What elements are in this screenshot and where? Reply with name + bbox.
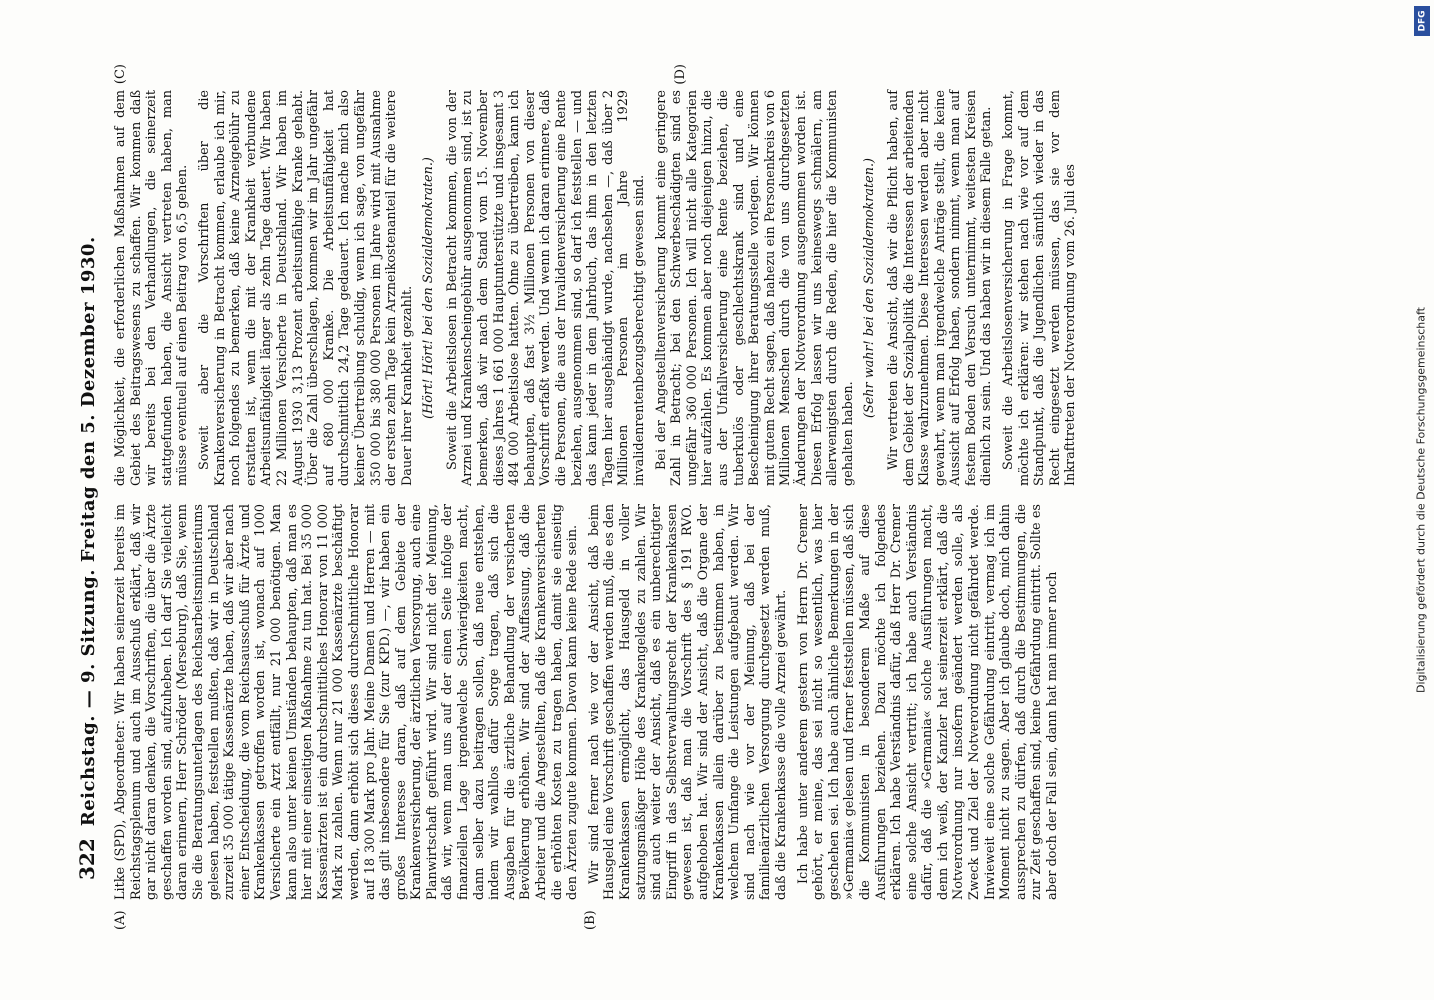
paragraph: Wir vertreten die Ansicht, daß wir die Pflicht haben, auf dem Gebiet der Sozialpolitik die Interessen der arbeitenden Klasse wahrzunehmen. Diese Interessen werden aber nicht gewahrt, wenn man irgendwelche Anträge stellt, die keine Aussicht auf Erfolg haben, sondern nimmt, wenn man auf festem Boden den Versuch unternimmt, weitesten Kreisen dienlich zu sein. Und das haben wir in diesem Falle getan. bbox=[885, 90, 995, 486]
paragraph: die Möglichkeit, die erforderlichen Maßnahmen auf dem Gebiet des Beitragswesens zu schaffen. Wir kommen daß wir bereits bei den Verhandlungen, die seinerzeit stattgefunden haben, die Ansicht vertreten haben, man müsse eventuell auf einen Beitrag von 6,5 gehen. bbox=[113, 90, 191, 486]
right-column bbox=[113, 64, 1367, 486]
text-columns bbox=[113, 64, 1367, 930]
left-column bbox=[113, 504, 1367, 930]
margin-marker-d: (D) bbox=[673, 64, 688, 85]
paragraph: Bei der Angestelltenversicherung kommt eine geringere Zahl in Betracht; bei den Schwerbeschädigten sind es ungefähr 360 000 Personen. Ich will nicht alle Kategorien hier aufzählen. Es kommen aber noch diejenigen hinzu, die aus der Unfallversicherung eine Rente beziehen, die tuberkulös oder geschlechtskrank sind und eine Bescheinigung ihrer Beratungsstelle vorlegen. Wir können mit gutem Recht sagen, daß nahezu ein Personenkreis von 6 Millionen Menschen durch die von uns durchgesetzten Änderungen der Notverordnung ausgenommen worden ist. Diesen Erfolg lassen wir uns keineswegs schmälern, am allerwenigsten durch die Reden, die hier die Kommunisten gehalten haben. bbox=[653, 90, 856, 486]
interjection: (Hört! Hört! bei den Sozialdemokraten.) bbox=[421, 157, 437, 419]
interjection: (Sehr wahr! bei den Sozialdemokraten.) bbox=[862, 157, 878, 419]
credit-text: Digitalisierung gefördert durch die Deutsche Forschungsgemeinschaft bbox=[1414, 307, 1428, 693]
margin-marker-b: (B) bbox=[583, 910, 598, 930]
page-content-inner bbox=[57, 60, 1377, 940]
digitization-credit bbox=[1412, 6, 1430, 994]
page-title: Reichstag. — 9. Sitzung. Freitag den 5. Dezember 1930. bbox=[78, 236, 99, 827]
paragraph: Litke (SPD), Abgeordneter: Wir haben seinerzeit bereits im Reichstagsplenum und auch im Ausschuß erklärt, daß wir gar nicht daran denken, die Vorschriften, die über die Ärzte geschaffen worden sind, aufzuheben. Ich darf Sie vielleicht daran erinnern, Herr Schröder (Merseburg), daß Sie, wenn Sie die Beratungsunterlagen des Reichsarbeitsministeriums gelesen haben, feststellen mußten, daß wir in Deutschland zurzeit 35 000 tätige Kassenärzte haben, daß wir aber nach einer Entscheidung, die vom Reichsausschuß für Ärzte und Krankenkassen getroffen worden ist, wonach auf 1000 Versicherte ein Arzt entfällt, nur 21 000 benötigen. Man kann also unter keinen Umständen behaupten, daß man es hier mit einer einseitigen Maßnahme zu tun hat. Bei 35 000 Kassenärzten ist ein durchschnittliches Honorar von 11 000 Mark zu zahlen. Wenn nur 21 000 Kassenärzte beschäftigt werden, dann erhöht sich dieses durchschnittliche Honorar auf 18 300 Mark pro Jahr. Meine Damen und Herren — mit das gilt insbesondere für Sie (zur KPD.) —, wir haben ein großes Interesse daran, daß auf dem Gebiete der Krankenversicherung, der ärztlichen Versorgung, auch eine Planwirtschaft geführt wird. Wir sind nicht der Meinung, daß wir, wenn man uns auf der einen Seite infolge der finanziellen Lage irgendwelche Schwierigkeiten macht, dann selber dazu beitragen sollen, daß neue entstehen, indem wir wahllos dafür Sorge tragen, daß sich die Ausgaben für die ärztliche Behandlung der versicherten Bevölkerung erhöhen. Wir sind der Auffassung, daß die Arbeiter und die Angestellten, daß die Krankenversicherten die erhöhten Kosten zu tragen haben, damit sie einseitig den Ärzten zugute kommen. Davon kann keine Rede sein. bbox=[113, 504, 581, 900]
page-number: 322 bbox=[75, 838, 99, 880]
margin-marker-a: (A) bbox=[113, 910, 128, 930]
paragraph: Ich habe unter anderem gestern von Herrn Dr. Cremer gehört, er meine, das sei nicht so wesentlich, was hier geschehen sei. Ich habe auch ähnliche Bemerkungen in der »Germania« gelesen und ferner feststellen müssen, daß sich die Kommunisten in besonderem Maße auf diese Ausführungen beziehen. Dazu möchte ich folgendes erklären. Ich habe Verständnis dafür, daß Herr Dr. Cremer eine solche Ansicht vertritt; ich habe auch Verständnis dafür, daß die »Germania« solche Ausführungen macht, denn ich weiß, der Kanzler hat seinerzeit erklärt, daß die Notverordnung nur insofern geändert werden solle, als Zweck und Ziel der Notverordnung nicht gefährdet werde. Inwieweit eine solche Gefährdung eintritt, vermag ich im Moment nicht zu sagen. Aber ich glaube doch, mich dahin aussprechen zu dürfen, daß durch die Bestimmungen, die zur Zeit geschaffen sind, keine Gefährdung eintritt. Sollte es aber doch der Fall sein, dann hat man immer noch bbox=[795, 504, 1061, 900]
paragraph: Soweit die Arbeitslosenversicherung in Frage kommt, möchte ich erklären: wir stehen nach wie vor auf dem Standpunkt, daß die Jugendlichen sämtlich wieder in das Recht eingesetzt werden müssen, das sie vor dem Inkrafttreten der Notverordnung vom 26. Juli des bbox=[1001, 90, 1079, 486]
paragraph: Wir sind ferner nach wie vor der Ansicht, daß beim Hausgeld eine Vorschrift geschaffen werden muß, die es den Krankenkassen ermöglicht, das Hausgeld in voller satzungsmäßiger Höhe des Krankengeldes zu zahlen. Wir sind auch weiter der Ansicht, daß es ein unberechtigter Eingriff in das Selbstverwaltungsrecht der Krankenkassen gewesen ist, daß man die Vorschrift des § 191 RVO. aufgehoben hat. Wir sind der Ansicht, daß die Organe der Krankenkassen allein darüber zu bestimmen haben, in welchem Umfange die Leistungen aufgebaut werden. Wir sind nach wie vor der Meinung, daß bei der familienärztlichen Versorgung durchgesetzt werden muß, daß die Krankenkasse die volle Arznei gewährt. bbox=[586, 504, 789, 900]
margin-marker-c: (C) bbox=[113, 64, 128, 85]
paragraph: Soweit die Arbeitslosen in Betracht kommen, die von der Arznei und Krankenscheingebühr ausgenommen sind, ist zu bemerken, daß wir nach dem Stand vom 15. November dieses Jahres 1 661 000 Hauptunterstützte und insgesamt 3 484 000 Arbeitslose hatten. Ohne zu übertreiben, kann ich behaupten, daß fast 3½ Millionen Personen von dieser Vorschrift erfaßt werden. Und wenn ich daran erinnere, daß die Personen, die aus der Invalidenversicherung eine Rente beziehen, ausgenommen sind, so darf ich feststellen — und das kann jeder in dem Jahrbuch, das ihm in den letzten Tagen hier ausgehändigt wurde, nachsehen —, daß über 2 Millionen Personen im Jahre 1929 invalidenrentenbezugsberechtigt gewesen sind. bbox=[444, 90, 647, 486]
paragraph: Soweit aber die Vorschriften über die Krankenversicherung in Betracht kommen, erlaube ich mir, noch folgendes zu bemerken, daß keine Arzneigebühr zu erstatten ist, wenn die mit der Krankheit verbundene Arbeitsunfähigkeit länger als zehn Tage dauert. Wir haben 22 Millionen Versicherte in Deutschland. Wir haben im August 1930 3,13 Prozent arbeitsunfähige Kranke gehabt. Über die Zahl überschlagen, kommen wir im Jahr ungefähr auf 680 000 Kranke. Die Arbeitsunfähigkeit hat durchschnittlich 24,2 Tage gedauert. Ich mache mich also keiner Übertreibung schuldig, wenn ich sage, von ungefähr 350 000 bis 380 000 Personen im Jahre wird mit Ausnahme der ersten zehn Tage kein Arzneikostenanteil für die weitere Dauer ihrer Krankheit gezahlt. bbox=[196, 90, 415, 486]
page-header bbox=[75, 100, 109, 880]
dfg-logo-text: DFG bbox=[1417, 10, 1428, 32]
rotated-page-content bbox=[57, 60, 1377, 940]
